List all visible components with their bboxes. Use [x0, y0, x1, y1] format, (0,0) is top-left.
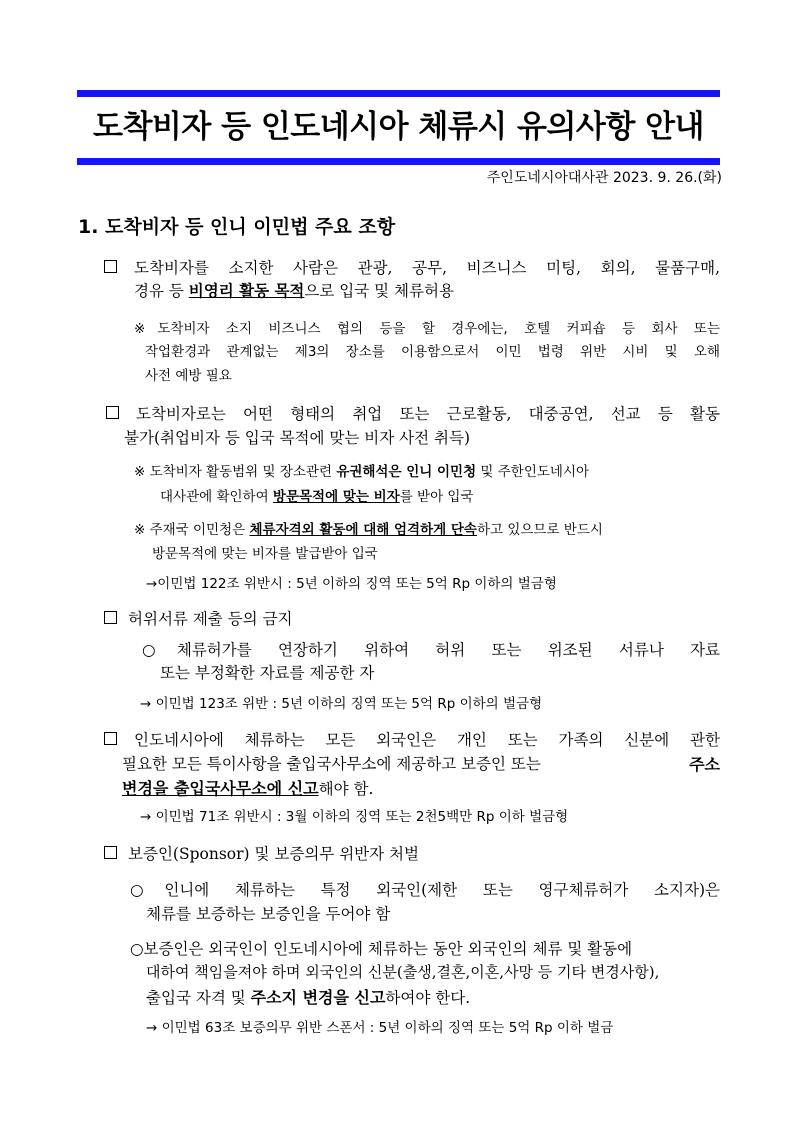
item-b-note2-emphasis: 방문목적에 맞는 비자 — [272, 489, 400, 505]
item-b-line1: 도착비자로는 어떤 형태의 취업 또는 근로활동, 대중공연, 선교 등 활동 — [136, 405, 720, 423]
item-a-text: 경유 등 — [134, 282, 189, 300]
issuer-date: 주인도네시아대사관 2023. 9. 26.(화) — [486, 170, 722, 186]
item-c-line2: 또는 부정확한 자료를 제공한 자 — [160, 664, 375, 682]
item-a-note3: 사전 예방 필요 — [145, 368, 232, 384]
checkbox-bullet-icon — [104, 260, 117, 273]
item-d-line3 — [122, 776, 373, 799]
item-d-line2 — [122, 752, 720, 775]
title-top-rule — [77, 90, 720, 97]
item-a-text-end: 으로 입국 및 체류허용 — [304, 282, 454, 300]
item-d-line3-emphasis: 변경을 출입국사무소에 신고 — [122, 779, 319, 798]
section-heading: 1. 도착비자 등 인니 이민법 주요 조항 — [78, 216, 396, 238]
item-b-note3-end: 하고 있으므로 반드시 — [476, 522, 603, 538]
item-e-line1: ○인니에 체류하는 특정 외국인(제한 또는 영구체류허가 소지자)은 — [130, 881, 720, 899]
item-e-line5-emphasis: 주소지 변경을 신고 — [250, 988, 386, 1007]
item-b-note4: 방문목적에 맞는 비자를 발급받아 입국 — [152, 546, 378, 562]
page-title: 도착비자 등 인도네시아 체류시 유의사항 안내 — [93, 109, 704, 145]
item-b-note1-text: ※ 도착비자 활동범위 및 장소관련 — [134, 464, 337, 480]
item-b-line2: 불가(취업비자 등 입국 목적에 맞는 비자 사전 취득) — [124, 429, 471, 447]
item-e-line5 — [146, 985, 470, 1008]
title-bottom-rule — [77, 158, 720, 165]
item-b-note2 — [160, 485, 474, 505]
item-a-line1: 도착비자를 소지한 사람은 관광, 공무, 비즈니스 미팅, 회의, 물품구매, — [134, 259, 720, 277]
checkbox-bullet-icon — [104, 732, 117, 745]
item-b-note2-text: 대사관에 확인하여 — [160, 489, 273, 505]
item-a-emphasis: 비영리 활동 목적 — [188, 282, 305, 300]
item-b-note2-end: 를 받아 입국 — [399, 489, 474, 505]
checkbox-bullet-icon — [104, 611, 117, 624]
item-d-line2-text: 필요한 모든 특이사항을 출입국사무소에 제공하고 보증인 또는 — [122, 755, 541, 773]
item-b-note3-text: ※ 주재국 이민청은 — [134, 522, 250, 538]
item-b-note3 — [134, 518, 603, 538]
item-d-line1: 인도네시아에 체류하는 모든 외국인은 개인 또는 가족의 신분에 관한 — [134, 731, 720, 749]
item-e-line5-end: 하여야 한다. — [385, 989, 471, 1007]
item-c-heading: 허위서류 제출 등의 금지 — [128, 610, 293, 628]
item-b-note1 — [134, 460, 589, 480]
checkbox-bullet-icon — [104, 846, 117, 859]
item-e-line5-text: 출입국 자격 및 — [146, 989, 251, 1007]
item-a-line2 — [134, 279, 454, 301]
item-b-note1-emphasis: 유권해석은 인니 이민청 — [336, 464, 477, 480]
item-d-line2-emphasis: 주소 — [689, 755, 720, 774]
item-b-note1-end: 및 주한인도네시아 — [476, 464, 590, 480]
item-e-line3: ○보증인은 외국인이 인도네시아에 체류하는 동안 외국인의 체류 및 활동에 — [130, 940, 633, 958]
item-e-line2: 체류를 보증하는 보증인을 두어야 함 — [146, 905, 391, 923]
item-a-note1: ※도착비자 소지 비즈니스 협의 등을 할 경우에는, 호텔 커피숍 등 회사 또는 — [134, 321, 720, 337]
item-e-line4: 대하여 책임을져야 하며 외국인의 신분(출생,결혼,이혼,사망 등 기타 변경사항), — [146, 963, 660, 981]
item-e-heading: 보증인(Sponsor) 및 보증의무 위반자 처벌 — [128, 845, 420, 863]
item-c-line1: ○체류허가를 연장하기 위하여 허위 또는 위조된 서류나 자료 — [142, 641, 720, 659]
item-a-note2: 작업환경과 관계없는 제3의 장소를 이용함으로서 이민 법령 위반 시비 및 오해 — [145, 344, 720, 360]
item-e-penalty: → 이민법 63조 보증의무 위반 스폰서 : 5년 이하의 징역 또는 5억 Rp 이하 벌금 — [146, 1020, 614, 1036]
item-d-line3-end: 해야 함. — [318, 780, 374, 798]
item-c-penalty: → 이민법 123조 위반 : 5년 이하의 징역 또는 5억 Rp 이하의 벌금형 — [140, 696, 543, 712]
item-b-note5: →이민법 122조 위반시 : 5년 이하의 징역 또는 5억 Rp 이하의 벌금형 — [146, 576, 557, 592]
checkbox-bullet-icon — [106, 406, 119, 419]
item-b-note3-emphasis: 체류자격외 활동에 대해 엄격하게 단속 — [249, 522, 477, 538]
item-d-penalty: → 이민법 71조 위반시 : 3월 이하의 징역 또는 2천5백만 Rp 이하 벌금형 — [140, 809, 569, 825]
